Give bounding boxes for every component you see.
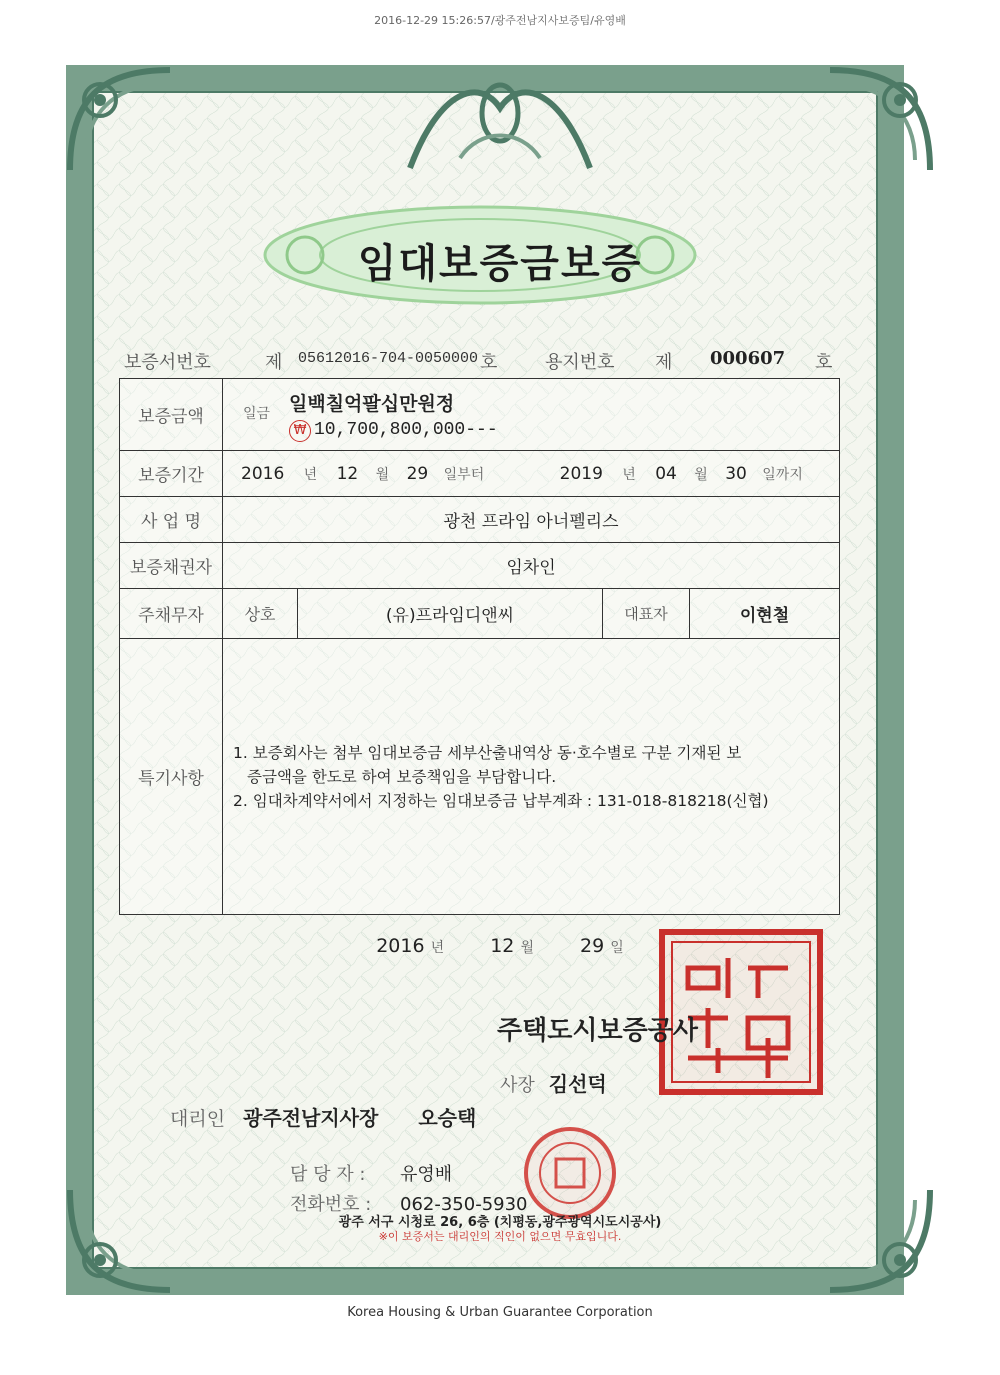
trade-name-label: 상호 [223, 589, 298, 639]
period-start-month: 12 [336, 463, 359, 484]
phone-number: 062-350-5930 [400, 1194, 528, 1215]
rep-label: 대표자 [603, 589, 690, 639]
trade-name-value: (유)프라임디앤씨 [298, 589, 603, 639]
ceo-line [500, 1068, 607, 1097]
address: 광주 서구 시청로 26, 6층 (치평동,광주광역시도시공사) [338, 1215, 662, 1230]
validity-warning: ※이 보증서는 대리인의 직인이 없으면 무효입니다. [378, 1230, 622, 1243]
amount-cell [223, 379, 840, 451]
period-start-year: 2016 [241, 463, 285, 484]
project-label: 사 업 명 [120, 497, 223, 543]
contact-block [290, 1160, 528, 1216]
footer-org-name: Korea Housing & Urban Guarantee Corporation [347, 1305, 653, 1320]
period-label: 보증기간 [120, 451, 223, 497]
period-cell [223, 451, 840, 497]
issue-date [0, 935, 1000, 957]
project-name: 광천 프라임 아너펠리스 [223, 497, 840, 543]
cert-no-label: 보증서번호 [124, 352, 211, 373]
note-line: 2. 임대차계약서에서 지정하는 임대보증금 납부계좌 : 131-018-818218(신협) [233, 791, 769, 810]
manager-label: 담 당 자 : [290, 1164, 366, 1185]
issue-d: 일 [610, 940, 624, 956]
note-line: 증금액을 한도로 하여 보증책임을 부담합니다. [247, 767, 557, 786]
special-notes [233, 741, 829, 813]
period-start-y: 년 [303, 466, 318, 483]
ornament-top-right [820, 60, 940, 180]
period-end-year: 2019 [559, 463, 603, 484]
document-title: 임대보증금보증 [357, 241, 643, 287]
manager-line [290, 1160, 528, 1190]
agent-line [170, 1102, 476, 1131]
period-start-m: 월 [375, 466, 390, 483]
ceo-name: 김선덕 [548, 1072, 607, 1096]
issue-year: 2016 [376, 935, 425, 957]
issue-m: 월 [520, 940, 534, 956]
amount-hangul: 일백칠억팔십만원정 [289, 393, 455, 415]
creditor-value: 임차인 [223, 543, 840, 589]
phone-label: 전화번호 : [290, 1194, 372, 1215]
period-end-m: 월 [694, 466, 708, 483]
paper-no-je: 제 [655, 352, 673, 373]
special-label: 특기사항 [120, 639, 223, 915]
period-end-month: 04 [655, 463, 677, 484]
cert-no-ho: 호 [480, 352, 498, 373]
paper-no-value: 000607 [710, 348, 786, 369]
period-start-day: 29 [406, 463, 429, 484]
rep-name: 이현철 [690, 589, 840, 639]
debtor-label: 주채무자 [120, 589, 223, 639]
issue-y: 년 [430, 940, 445, 956]
agent-branch: 광주전남지사장 [243, 1106, 379, 1130]
period-end-suffix: 일까지 [762, 466, 803, 483]
print-timestamp: 2016-12-29 15:26:57/광주전남지사보증팀/유영배 [374, 14, 626, 27]
manager-name: 유영배 [400, 1164, 453, 1185]
amount-prefix: 일금 [243, 406, 271, 422]
agent-label: 대리인 [170, 1108, 226, 1130]
company-name: 주택도시보증공사 [497, 1016, 698, 1046]
paper-no-ho: 호 [815, 352, 833, 373]
special-notes-cell [223, 639, 840, 915]
issue-month: 12 [490, 935, 515, 957]
amount-label: 보증금액 [120, 379, 223, 451]
period-end-day: 30 [725, 463, 747, 484]
won-icon: ₩ [289, 420, 311, 442]
note-line: 1. 보증회사는 첨부 임대보증금 세부산출내역상 동·호수별로 구분 기재된 보 [233, 743, 742, 762]
creditor-label: 보증채권자 [120, 543, 223, 589]
amount-numeric-row [289, 419, 498, 442]
paper-no-label: 용지번호 [545, 352, 615, 373]
ceo-label: 사장 [500, 1075, 535, 1096]
agent-name: 오승택 [418, 1106, 477, 1130]
cert-no-value: 05612016-704-0050000 [298, 350, 479, 367]
period-end-y: 년 [622, 466, 636, 483]
ornament-top-center [400, 68, 600, 178]
period-start-suffix: 일부터 [443, 466, 485, 483]
ornament-top-left [60, 60, 180, 180]
cert-no-je: 제 [265, 352, 283, 373]
agent-seal [522, 1125, 618, 1221]
amount-numeric: 10,700,800,000--- [314, 420, 498, 440]
issue-day: 29 [580, 935, 605, 957]
guarantee-table [119, 378, 840, 915]
